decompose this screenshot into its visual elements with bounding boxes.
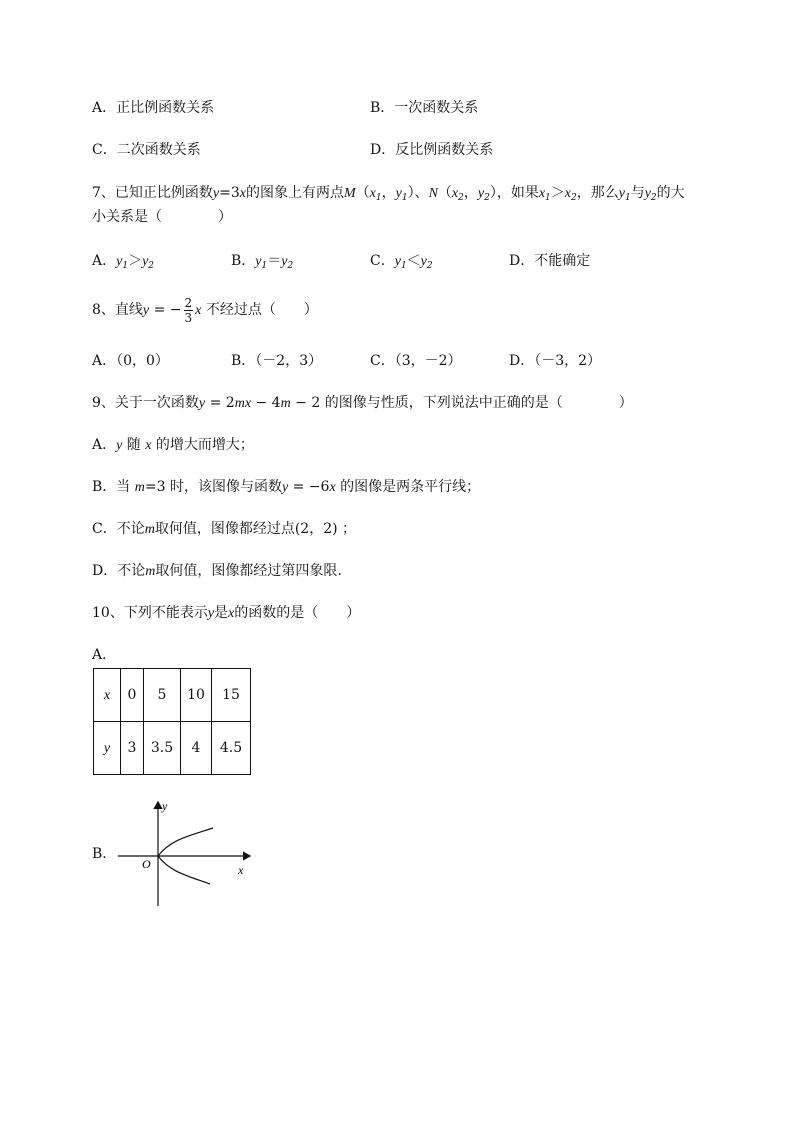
table-cell: 10 [181,669,212,722]
q9-option-c: C．不论m取何值，图像都经过点(2，2) ； [92,521,357,537]
q7-stem-line1: 7、已知正比例函数y=3x的图象上有两点$M(x_1$，$y_1$）、$N(x_2$，$y_2$），如果$x_1>x_2$，那么$y_1$与$y_2$的大 [92,185,685,203]
table-cell: 15 [212,669,251,722]
graph-origin-label: O [142,857,151,871]
q8-fraction: $\frac{2}{3}$ [184,295,193,325]
q7-option-c: C．$y_1<y_2$ [370,253,433,271]
q8-option-b: B．（－2，3） [231,353,323,369]
graph-y-label: y [162,799,168,813]
table-cell: 3 [121,722,144,775]
table-cell: 4.5 [212,722,251,775]
q9-option-d: D．不论m取何值，图像都经过第四象限. [92,563,342,579]
q9-stem: 9、关于一次函数y = 2mx − 4m − 2 的图像与性质，下列说法中正确的是（ ） [92,395,633,411]
q6-option-d: D．反比例函数关系 [370,142,494,158]
q8-option-a: A．（0，0） [92,353,169,369]
q9-option-a: A．y 随 x 的增大而增大； [92,437,254,453]
q6-option-c: C．二次函数关系 [92,142,201,158]
q8-stem: 8、直线y = − $\frac{2}{3}$ x 不经过点（ ） [92,295,318,325]
graph-x-label: x [238,863,244,877]
table-row [94,722,251,775]
table-row [94,669,251,722]
q8-option-c: C．（3，－2） [370,353,462,369]
table-cell: 3.5 [144,722,181,775]
q10-option-b-label: B． [92,846,117,862]
q10-option-b-graph [118,796,258,908]
q10-stem: 10、下列不能表示y是x的函数的是（ ） [92,605,361,621]
q6-option-a: A．正比例函数关系 [92,100,215,116]
q7-stem-line2: 小关系是（ ） [92,209,232,225]
table-cell: 0 [121,669,144,722]
q6-option-b: B．一次函数关系 [370,100,479,116]
table-cell: 4 [181,722,212,775]
table-cell: y [94,722,121,775]
q7-option-a: A．$y_1>y_2$ [92,253,155,271]
q8-option-d: D．（－3，2） [509,353,602,369]
q7-option-d: D．不能确定 [509,253,591,269]
table-cell: 5 [144,669,181,722]
q7-option-b: B．$y_1=y_2$ [231,253,294,271]
q10-option-a-label: A． [92,647,117,663]
table-cell: x [94,669,121,722]
q10-value-table [93,668,251,775]
q9-option-b: B．当 m=3 时，该图像与函数y = −6x 的图像是两条平行线； [92,479,481,495]
